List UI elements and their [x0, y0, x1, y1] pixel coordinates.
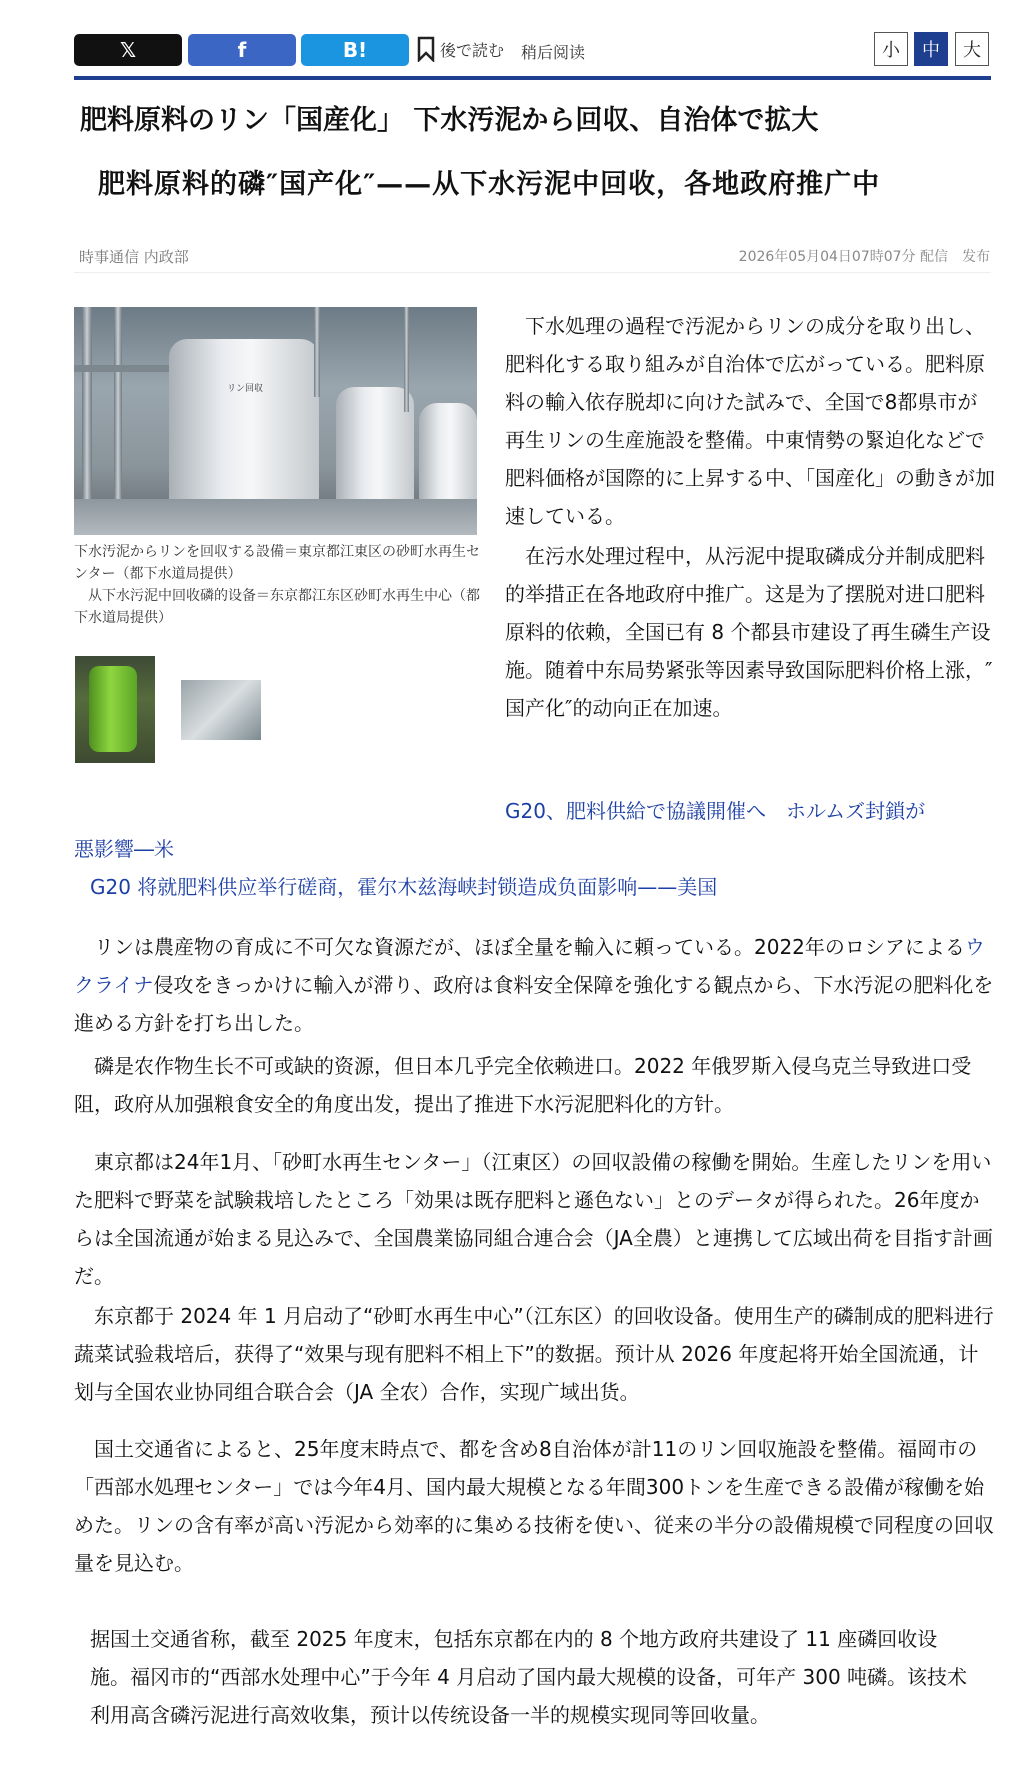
article-title: 肥料原料のリン「国産化」 下水汚泥から回収、自治体で拡大	[80, 105, 819, 136]
ukraine-link[interactable]: ウクライナ	[74, 935, 985, 997]
font-size-medium-button[interactable]: 中	[914, 32, 948, 66]
paragraph-2-zh: 东京都于 2024 年 1 月启动了“砂町水再生中心”（江东区）的回收设备。使用生产的磷制成的肥料进行蔬菜试验栽培后，获得了“效果与现有肥料不相上下”的数据。预计从 2026 年度起将开始全国流通，计划与全国农业协同组合联合会（JA 全农）合作，实现广域出货。	[74, 1304, 994, 1404]
lead-paragraph-zh: 在污水处理过程中，从污泥中提取磷成分并制成肥料的举措正在各地政府中推广。这是为了摆脱对进口肥料原料的依赖，全国已有 8 个都县市建设了再生磷生产设施。随着中东局势紧张等因素导致国际肥料价格上涨，″国产化″的动向正在加速。	[505, 544, 993, 720]
paragraph-2: 東京都は24年1月、「砂町水再生センター」（江東区）の回収設備の稼働を開始。生産したリンを用いた肥料で野菜を試験栽培したところ「効果は既存肥料と遜色ない」とのデータが得られた。26年度からは全国流通が始まる見込みで、全国農業協同組合連合会（JA全農）と連携して広域出荷を目指す計画だ。	[74, 1150, 993, 1288]
article-title-zh: 肥料原料的磷″国产化″——从下水污泥中回收，各地政府推广中	[98, 169, 881, 200]
paragraph-3: 国土交通省によると、25年度末時点で、都を含め8自治体が計11のリン回収施設を整備。福岡市の「西部水処理センター」では今年4月、国内最大規模となる年間300トンを生産できる設備が稼働を始めた。リンの含有率が高い汚泥から効率的に集める技術を使い、従来の半分の設備規模で同程度の回収量を見込む。	[74, 1437, 994, 1575]
hatena-icon: B!	[342, 38, 368, 62]
font-size-small-button[interactable]: 小	[874, 32, 908, 66]
paragraph-1	[74, 928, 994, 1042]
bookmark-icon	[416, 36, 436, 62]
lead-paragraph: 下水処理の過程で汚泥からリンの成分を取り出し、肥料化する取り組みが自治体で広がっている。肥料原料の輸入依存脱却に向けた試みで、全国で8都県市が再生リンの生産施設を整備。中東情勢の緊迫化などで肥料価格が国際的に上昇する中、「国産化」の動きが加速している。	[505, 314, 995, 528]
related-link-line-2[interactable]: 悪影響―米	[74, 837, 174, 861]
article-source: 時事通信 内政部	[79, 248, 189, 266]
read-later-button[interactable]	[416, 36, 504, 62]
paragraph-1-zh: 磷是农作物生长不可或缺的资源，但日本几乎完全依赖进口。2022 年俄罗斯入侵乌克兰导致进口受阻，政府从加强粮食安全的角度出发，提出了推进下水污泥肥料化的方针。	[74, 1054, 972, 1116]
photo-caption-ja: 下水汚泥からリンを回収する設備＝東京都江東区の砂町水再生センター（都下水道局提供）	[74, 544, 480, 582]
header-rule	[74, 76, 991, 80]
photo-caption	[74, 541, 484, 629]
thumbnail-1[interactable]	[75, 656, 155, 763]
article-date: 2026年05月04日07時07分 配信 发布	[738, 249, 990, 265]
photo-caption-zh: 从下水污泥中回收磷的设备＝东京都江东区砂町水再生中心（都下水道局提供）	[74, 588, 480, 626]
x-share-button[interactable]	[74, 34, 182, 66]
hatena-bookmark-button[interactable]	[301, 34, 409, 66]
related-link-zh[interactable]: G20 将就肥料供应举行磋商，霍尔木兹海峡封锁造成负面影响——美国	[90, 875, 718, 899]
font-size-large-button[interactable]: 大	[955, 32, 989, 66]
paragraph-3-zh: 据国土交通省称，截至 2025 年度末，包括东京都在内的 8 个地方政府共建设了 11 座磷回收设施。福冈市的“西部水处理中心”于今年 4 月启动了国内最大规模的设备，可年产 300 吨磷。该技术利用高含磷污泥进行高效收集，预计以传统设备一半的规模实现同等回收量。	[90, 1627, 968, 1727]
related-link-line-1[interactable]: G20、肥料供給で協議開催へ ホルムズ封鎖が	[505, 799, 926, 823]
x-icon: 𝕏	[119, 38, 137, 62]
read-later-label: 後で読む	[440, 40, 505, 60]
meta-divider	[74, 272, 991, 273]
facebook-icon: f	[237, 38, 247, 62]
paragraph-1-text-b: 侵攻をきっかけに輸入が滞り、政府は食料安全保障を強化する観点から、下水汚泥の肥料化を進める方針を打ち出した。	[74, 973, 994, 1035]
thumbnail-2[interactable]	[181, 680, 261, 740]
facebook-share-button[interactable]	[188, 34, 296, 66]
tank-label: リン回収	[227, 384, 264, 394]
article-photo[interactable]	[74, 307, 477, 535]
read-later-label-zh: 稍后阅读	[521, 43, 586, 62]
paragraph-1-text-a: リンは農産物の育成に不可欠な資源だが、ほぼ全量を輸入に頼っている。2022年のロシアによる	[74, 935, 965, 959]
